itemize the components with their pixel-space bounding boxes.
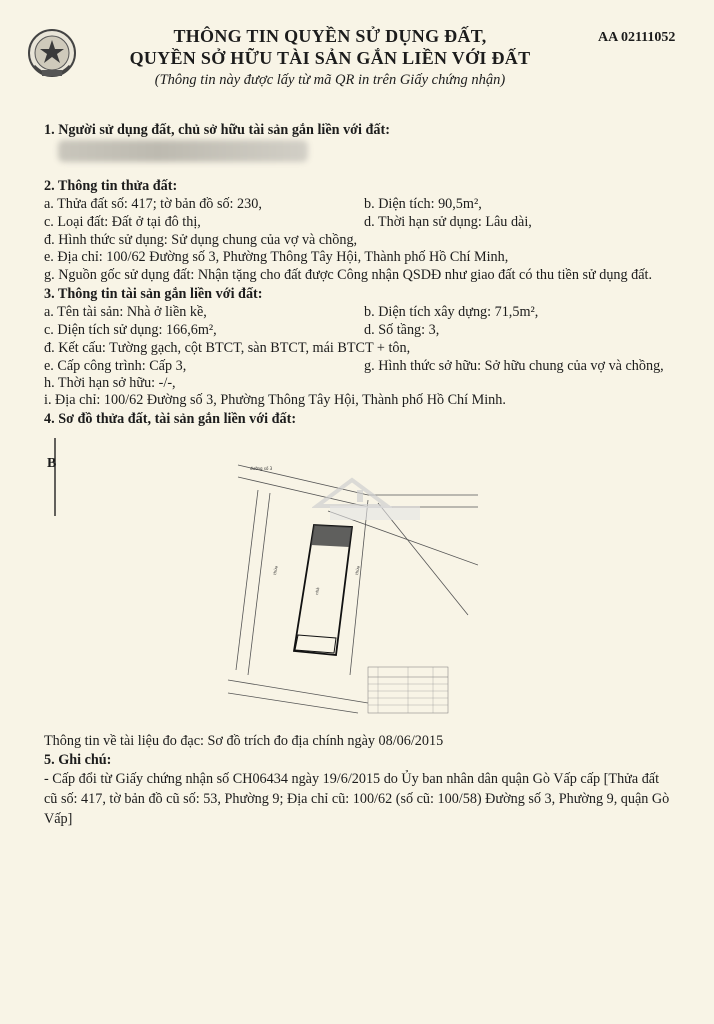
use-form: đ. Hình thức sử dụng: Sử dụng chung của vợ và chồng,: [44, 232, 358, 248]
svg-text:đường số 3: đường số 3: [250, 466, 273, 471]
svg-text:thửa: thửa: [354, 565, 361, 576]
asset-name: a. Tên tài sản: Nhà ở liền kề,: [44, 304, 207, 320]
ownership-form: g. Hình thức sở hữu: Sở hữu chung của vợ và chồng,: [364, 358, 664, 374]
section5-heading: 5. Ghi chú:: [44, 752, 112, 768]
section3-heading: 3. Thông tin tài sản gắn liền với đất:: [44, 286, 263, 302]
document-title-line2: QUYỀN SỞ HỮU TÀI SẢN GẮN LIỀN VỚI ĐẤT: [129, 48, 531, 68]
land-use-term: d. Thời hạn sử dụng: Lâu dài,: [364, 214, 532, 230]
section2-heading: 2. Thông tin thửa đất:: [44, 178, 178, 194]
parcel-area: b. Diện tích: 90,5m²,: [364, 196, 482, 212]
ownership-term: h. Thời hạn sở hữu: -/-,: [44, 375, 176, 391]
watermark-logo-icon: [312, 476, 422, 522]
section1-heading: 1. Người sử dụng đất, chủ sở hữu tài sản gắn liền với đất:: [44, 122, 390, 138]
land-origin: g. Nguồn gốc sử dụng đất: Nhận tặng cho đất được Công nhận QSDĐ như giao đất có thu tiền sử dụng đất.: [44, 267, 653, 283]
svg-text:nhà: nhà: [314, 586, 321, 596]
structure: đ. Kết cấu: Tường gạch, cột BTCT, sàn BTCT, mái BTCT + tôn,: [44, 340, 411, 356]
building-area: b. Diện tích xây dựng: 71,5m²,: [364, 304, 539, 320]
asset-address: i. Địa chỉ: 100/62 Đường số 3, Phường Thông Tây Hội, Thành phố Hồ Chí Minh.: [44, 392, 506, 408]
notes-text: - Cấp đổi từ Giấy chứng nhận số CH06434 ngày 19/6/2015 do Ủy ban nhân dân quận Gò Vấp cấp [Thửa đất cũ số: 417, tờ bản đồ cũ số: 53, Phường 9; Địa chỉ cũ: 100/62 (số cũ: 100/58) Đường số 3, Phường 9, quận Gò Vấp]: [44, 771, 670, 827]
serial-number: AA 02111052: [598, 30, 676, 45]
redacted-owner-name: [58, 140, 308, 162]
survey-document-info: Thông tin về tài liệu đo đạc: Sơ đồ trích đo địa chính ngày 08/06/2015: [44, 733, 444, 749]
document-subtitle: (Thông tin này được lấy từ mã QR in trên Giấy chứng nhận): [154, 72, 506, 88]
land-type: c. Loại đất: Đất ở tại đô thị,: [44, 214, 201, 230]
parcel-address: e. Địa chỉ: 100/62 Đường số 3, Phường Thông Tây Hội, Thành phố Hồ Chí Minh,: [44, 249, 509, 265]
svg-text:thửa: thửa: [272, 565, 279, 576]
parcel-number: a. Thửa đất số: 417; tờ bản đồ số: 230,: [44, 196, 262, 212]
section4-heading: 4. Sơ đồ thửa đất, tài sản gắn liền với đất:: [44, 411, 297, 427]
national-emblem-icon: [26, 26, 78, 86]
document-title: THÔNG TIN QUYỀN SỬ DỤNG ĐẤT,: [173, 26, 487, 46]
north-arrow-icon: [50, 438, 60, 518]
floor-count: d. Số tầng: 3,: [364, 322, 440, 338]
north-label: B: [47, 456, 57, 471]
usable-area: c. Diện tích sử dụng: 166,6m²,: [44, 322, 217, 338]
building-grade: e. Cấp công trình: Cấp 3,: [44, 358, 187, 374]
